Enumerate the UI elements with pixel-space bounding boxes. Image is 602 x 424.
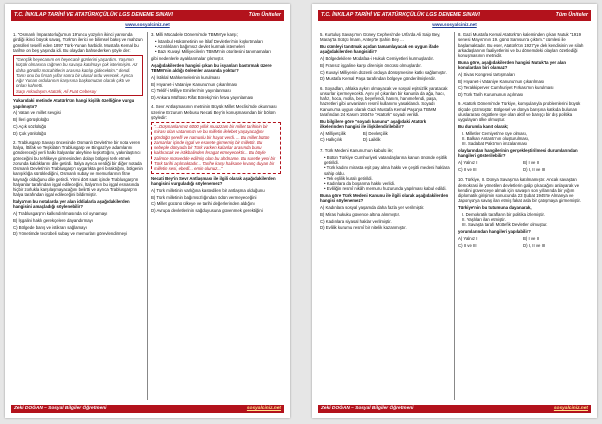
option-a[interactable]: A) Trablusgarp'ın kalkındırılmasında rol oynamayı bbox=[13, 211, 108, 216]
option-c[interactable]: C) Teklif-i Milliye Emirleri'nin yayınlanması bbox=[151, 88, 231, 94]
footer-site-link[interactable]: sosyalciniz.net bbox=[246, 406, 281, 411]
option-c[interactable]: C) Kadınlara siyasal haklar verilmiştir. bbox=[320, 218, 392, 224]
quote-box bbox=[151, 122, 281, 174]
option-d[interactable]: D) Türk Tarih Kurumunun açılması bbox=[458, 92, 524, 97]
question-4 bbox=[151, 104, 281, 213]
question-stem: 2. Trablusgarp Savaşı öncesinde Osmanlı Devleti'ne bir nota veren İtalya, İttifak ve Teşkilatın Trablusgarp ve Bingazi'ye adamlarını göndereceği yerli halkı İtalyanlar aleyhine kışkırttığını, yakınlaştırıcı göreceğini bu tehlikeye girmesinden dolayı bölgeyi terk etmek zorunda kaldıklarını dile getirdi. İtalya ayrıca verdiği bir diğer notada Osmanlı Devleti'nin Trablusgarp'ı uygarlıkta geri bıraktığını, bölgenin karışıklığa sürüklediğini, Osmanlı subay ve memurlarının fitne kaynağı olduğunu dile getirdi. Yirmi dört saat içinde Trablusgarp'ın İtalyanlar tarafından işgal edileceğini, İtalya'nın bu işgal esnasında hiçbir zorlukla karşılaşmayacağını belirtti ve ayrıca Trablusgarp'ın İtalya tarafından işgal edileceğini bildirmiştir. bbox=[13, 139, 143, 198]
footer-author: Zeki DOĞAN – Sosyal Bilgiler Öğretmeni bbox=[14, 406, 107, 411]
option-b[interactable]: B) Miras hukuku güvence altına alınmıştır. bbox=[320, 211, 401, 217]
column-left bbox=[320, 32, 450, 400]
question-9 bbox=[458, 101, 588, 173]
question-5 bbox=[320, 32, 450, 82]
option-c[interactable]: C) Millet gücünü ülkeye ve tarihi değerlerinden aldığını bbox=[151, 201, 255, 207]
question-stem: 5. Kurtuluş Savaşı'nın Güney Cephesi'nde Urfa'da Ali Saip Bey, Maraş'ta Sütçü İmam, Antep'te Şahin Bey ... bbox=[320, 32, 441, 43]
option-c[interactable]: C) Açık sözlülüğü bbox=[13, 123, 47, 129]
option-a[interactable]: A) Vatan ve millet sevgisi bbox=[13, 110, 61, 116]
question-prompt: Bu durumla kanıt olarak; bbox=[458, 123, 509, 129]
option-c[interactable]: C) Terakkiperver Cumhuriyet Fırkası'nın kurulması bbox=[458, 85, 554, 91]
question-stem: 7. Türk Medeni Kanunu'nun kabulü ile; bbox=[320, 148, 394, 153]
page-header bbox=[318, 10, 591, 21]
option-a[interactable]: A) Yalnız I bbox=[458, 159, 478, 165]
option-a[interactable]: A) Sivas Kongresi tartışmaları bbox=[458, 71, 515, 77]
option-c[interactable]: C) Bölgede barış ve istikrarı sağlamayı bbox=[13, 224, 87, 230]
header-subtitle: Tüm Üniteler bbox=[555, 12, 588, 18]
option-b[interactable]: B) Hıyanet-i Vataniye Kanunu'nun çıkarılması bbox=[458, 78, 545, 84]
option-c[interactable]: C) II ve III bbox=[458, 166, 477, 172]
option-a[interactable]: A) Türk milletinin varlığına kastedilen bir antlaşma olduğunu bbox=[151, 187, 265, 193]
question-stem-continued: gibi nedenlerle ayaklanmalar çıkmıştır. bbox=[151, 56, 225, 61]
option-d[interactable]: D) Ankara Müftüsü Rifat Börekçi'nin fetva yayınlaması bbox=[151, 95, 254, 100]
option-d[interactable]: D) Mustafa Kemal Paşa tarafından bölgeye gönderilmişlerdir. bbox=[320, 76, 436, 82]
option-d[interactable]: D) Yönetimde tecrübeli subay ve memurları görevlendirmeyi bbox=[13, 231, 128, 237]
option-d[interactable]: D) I, II ve III bbox=[523, 242, 546, 248]
quote-source: Sarp Arkadaşım Atatürk, Ali Fuat Cebesoy bbox=[16, 88, 97, 94]
option-b[interactable]: B) Fransız işgaline karşı direnişin öncüsü olmuşlardır. bbox=[320, 62, 422, 68]
question-prompt: Türkiye'nin bu tutumuna dayanarak, bbox=[458, 205, 532, 210]
question-stem: 3. Milli Mücadele Dönemi'nde TBMM'ye karşı; bbox=[151, 32, 238, 37]
question-prompt: Bu cümleyi tanıtmak açıdan tamamlayacak en uygun ifade aşağıdakilerden hangisidir? bbox=[320, 44, 439, 55]
list-item: III. Savaşta tarafı Müttefik Devletler olmuştur. bbox=[462, 222, 548, 228]
bullet-list bbox=[151, 39, 281, 55]
options-row bbox=[320, 131, 450, 138]
question-prompt: Aşağıdakilerden hangisi çıkan bu isyanları bastırmak üzere TBMM'nin aldığı önlemler arasında yoktur? bbox=[151, 62, 272, 73]
column-divider bbox=[454, 32, 455, 400]
header-title: T.C. İNKILAP TARİHİ VE ATATÜRKÇÜLÜK LGS DENEME SINAVI bbox=[14, 12, 173, 18]
option-c[interactable]: C) Halkçılık bbox=[320, 137, 342, 143]
list-item: • Evliliğin resmî nikâh memuru huzurunda yapılması kabul edildi. bbox=[324, 186, 447, 192]
question-prompt: Bu bilgilere göre "soyadı kanunu" aşağıdaki Atatürk ilkelerinden hangisi ile ilişkilendirilebilir? bbox=[320, 118, 427, 129]
question-7 bbox=[320, 148, 450, 231]
question-prompt: Buna göre Türk Medeni Kanunu ile ilgili olarak aşağıdakilerden hangisi söylenemez? bbox=[320, 193, 449, 204]
option-b[interactable]: B) İleri görüşlülüğü bbox=[13, 117, 49, 122]
footer-site-link[interactable]: sosyalciniz.net bbox=[553, 406, 588, 411]
bullet-list bbox=[320, 155, 450, 192]
question-stem: 8. Gazi Mustafa Kemal Atatürk'ün kaleminden çıkan Nutuk "1919 senesi Mayıs'ının 19. günü Samsun'a çıktım." cümlesi ile başlamaktadır. Bu eser, Atatürk'ün 1927'ye dek kendisinin ve silah arkadaşlarının faaliyetlerini ve bu dönemdeki olayları özetlediği konuşmasının metnidir. bbox=[458, 32, 584, 58]
option-b[interactable]: B) Türk milletinin bağımsızlığından ödün vermeyeceğini bbox=[151, 194, 257, 200]
option-a[interactable]: A) Bölgedekilere Müdafaa-i Hukuk Cemiyetleri kurmuşlardır. bbox=[320, 56, 434, 61]
option-b[interactable]: B) Devletçilik bbox=[362, 130, 388, 136]
quote-text: "...Düşmanlarımız 6000 yıllık muazzam bir millet tarihinin bir mirası olan vatanımızı ve bu milletin ilelebet yaşayacağını gördüğü şerefli ve namuslu bir hayat verdi. ... Bu millet bütün zamanlar içinde işgal ve esarete girmemiş bir millettir. Bu sebeple dünyada bir Türk varken kalanlar arasında bunu kaldıracak ve istikbalinden feragat etmeyecektir... Bu böyle zalimce müsvedde edilmiş olan bu ahdname. Bu suretle yeni bir Türk tarihi açılmaktadır... Tarihe karşı halisane kıvanç duyan bir milletin sesi, ebedî... emin olunuz..." bbox=[154, 124, 276, 171]
question-6 bbox=[320, 86, 450, 145]
list-item: • Azınlıkların bağımsız devlet kurmak istemeleri bbox=[155, 44, 245, 49]
option-d[interactable]: D) Laiklik bbox=[362, 137, 381, 143]
question-8 bbox=[458, 32, 588, 97]
option-b[interactable]: B) Hıyanet-i Vataniye Kanunu'nun çıkarılması bbox=[151, 81, 238, 87]
roman-list bbox=[458, 212, 588, 228]
list-item: II. Yaşlıları ilan etmiştir. bbox=[462, 217, 506, 222]
column-left bbox=[13, 32, 143, 400]
list-item: • Tek eşlilik kuralı getirildi. bbox=[324, 175, 373, 181]
option-b[interactable]: B) I ve II bbox=[523, 159, 539, 165]
roman-list bbox=[458, 131, 588, 147]
option-c[interactable]: C) Kuvayi Milliyenin düzenli orduya dönüşmesine katkı sağlamıştır. bbox=[320, 69, 447, 75]
option-d[interactable]: D) I, II ve III bbox=[523, 166, 546, 172]
list-item: I. Demokratik tarafların bir politika izlemiştir. bbox=[462, 211, 545, 217]
question-stem: 1. "Osmanlı İmparatorluğu'nun 19'uncu yüzyılın ikinci yarısında girdiği ikinci büyük savaş, Türk'ün ilerici ve bilimsel bakış ve mahzun gönülleri tesellî eden 1897 Türk-Yunan harbidir. Mustafa Kemal bu tarihte on beş yaşında idi. Bu olaydan bahsederken şöyle der: bbox=[13, 32, 143, 53]
option-d[interactable]: D) Avrupa devletlerinin sağduyusuna güvenmek gerektiğini bbox=[151, 208, 263, 213]
option-b[interactable]: B) İşgalini haklı gerekçelere dayandırmayı bbox=[13, 217, 94, 223]
question-1 bbox=[13, 32, 143, 136]
option-c[interactable]: C) II ve III bbox=[458, 242, 477, 248]
question-prompt-continued: olaylarından hangilerinin gerçekleştirilmesi durumlarından hangileri gösterilebilir? bbox=[458, 147, 578, 158]
question-prompt: Necati Bey'in Sevr Antlaşması ile ilgili olarak aşağıdakilerden hangisini vurguladığı söylenemez? bbox=[151, 175, 276, 186]
option-a[interactable]: A) Kadınlara sosyal yaşamda daha fazla yer verilmiştir. bbox=[320, 205, 425, 210]
question-10 bbox=[458, 177, 588, 249]
quote-text: "Gençlik heyecanım en heyecanlı günlerini yaşardım. Yaşımın küçük olmasına rağmen bu savaşa katılmayı çok isterimişim. Az daha gönüllü mücahitlerin arasına katılıp gidecektim." dendi. Tanrı onu bu fırsatı yıllar sonra bir ulusal ordu verecek. Ayrıca Ağır Yunan ordularının karşısına başkomutan olarak çıktı ve onları kahretti. bbox=[16, 57, 138, 89]
options-grid bbox=[458, 236, 588, 250]
list-item: • Bazı Kuvayi Milliyecilerin TBMM'nin otoritesini tanımamaları bbox=[155, 49, 271, 55]
list-item: • Bütün Türkiye Cumhuriyeti vatandaşlarına kanun önünde eşitlik getirildi. bbox=[324, 154, 448, 165]
column-divider bbox=[147, 32, 148, 400]
list-item: • Türk kadını mirasta eşit pay alma hakkı ve çeşitli medeni haklara sahip oldu. bbox=[324, 165, 450, 176]
page-footer bbox=[318, 405, 591, 413]
question-prompt: Buna göre, aşağıdakilerden hangisi Nutuk'ta yer alan konulardan biri olamaz? bbox=[458, 59, 566, 70]
list-item: • İstanbul Hükümetinin ve İtilaf Devletleri'nin kışkırtmaları bbox=[155, 38, 263, 44]
header-title: T.C. İNKILAP TARİHİ VE ATATÜRKÇÜLÜK LGS DENEME SINAVI bbox=[321, 12, 480, 18]
quote-box bbox=[13, 55, 143, 97]
header-url-link[interactable]: www.sosyalciniz.net bbox=[125, 22, 170, 27]
question-stem: 4. Sevr Antlaşmasının metninin Büyük Millet Meclisi'nde okunması üzerine Erzurum Mebusu Necati Bey'in konuşmasından bir bölüm şöyledir: bbox=[151, 104, 277, 120]
option-a[interactable]: A) Yalnız I bbox=[458, 235, 478, 241]
list-item: III. Sadabat Paktı'nın imzalanması bbox=[462, 141, 528, 146]
page-header bbox=[11, 10, 284, 21]
list-item: • Kadınlara da boşanma hakkı verildi. bbox=[324, 181, 396, 186]
option-a[interactable]: A) İstiklal Mahkemelerinin kurulması bbox=[151, 74, 220, 80]
question-prompt: İtalya'nın bu notalarda yer alan iddialarla aşağıdakilerden hangisini amaçladığı söylenebilir? bbox=[13, 199, 130, 210]
page-right bbox=[312, 4, 597, 418]
option-a[interactable]: A) Milliyetçilik bbox=[320, 130, 346, 136]
option-d[interactable]: D) Evlilik kurumu resmî bir nitelik kazanmıştır. bbox=[320, 225, 407, 231]
question-prompt-continued: yorumlarından hangileri yapılabilir? bbox=[458, 229, 531, 234]
column-right bbox=[151, 32, 281, 400]
list-item: II. Balkan Antantı'nın oluşturulması, bbox=[462, 135, 530, 141]
question-stem: 6. Soyadları, ahlaka aykırı olmayacak ve sosyal eşitsizlik yaratacak unsurlar içermeyecekti. Aynı yıl çıkarılan bir kanunla da ağa, hacı, hafız, hoca, molla, bey, beyefendi, hanım, hanımefendi, paşa, hazretleri gibi unvanların resmî kullanımı yasaklandı. Soyadı Kanunu'na uygun olarak Gazi Mustafa Kemal Paşa'ya TBMM tarafından 24 Kasım 1934'te "Atatürk" soyadı verildi. bbox=[320, 85, 448, 117]
page-footer bbox=[11, 405, 284, 413]
list-item: I. Milletler Cemiyeti'ne üye olması, bbox=[462, 130, 528, 136]
question-stem: 9. Atatürk Dönemi'nde Türkiye, komşularıyla problemlerini büyük ölçüde çözmüştür. Bölgesel ve dünya barışına katkıda bulunan uluslararası örgütlere üye olan aktif ve barışçı bir dış politika uygulayan ülke olmuştur. bbox=[458, 101, 581, 122]
option-d[interactable]: D) Çok yönlülüğü bbox=[13, 130, 46, 136]
header-subtitle: Tüm Üniteler bbox=[248, 12, 281, 18]
header-url-link[interactable]: www.sosyalciniz.net bbox=[432, 22, 477, 27]
column-right bbox=[458, 32, 588, 400]
question-stem: 10. Türkiye, II. Dünya Savaşı'na katılmamıştır. Ancak savaştan demokrasi ile yönetilen devletlerin galip çıkacağını anlayarak ve kendini güvenceye almak için savaşın son yıllarında bir yığım diplomatik girişimin sonucunda 23 Şubat 1945'te Almanya ve Japonya'ya savaş ilan etmiş fakat asla bir çatışmaya girmemiştir. bbox=[458, 177, 581, 204]
question-3 bbox=[151, 32, 281, 100]
options-grid bbox=[458, 160, 588, 174]
footer-author: Zeki DOĞAN – Sosyal Bilgiler Öğretmeni bbox=[321, 406, 414, 411]
option-b[interactable]: B) I ve II bbox=[523, 235, 539, 241]
options-row bbox=[320, 137, 450, 144]
page-left bbox=[5, 4, 290, 418]
question-2 bbox=[13, 140, 143, 237]
question-prompt: Yukarıdaki metinde Atatürk'ün hangi kişilik özelliğine vurgu yapılmıştır? bbox=[13, 98, 135, 109]
